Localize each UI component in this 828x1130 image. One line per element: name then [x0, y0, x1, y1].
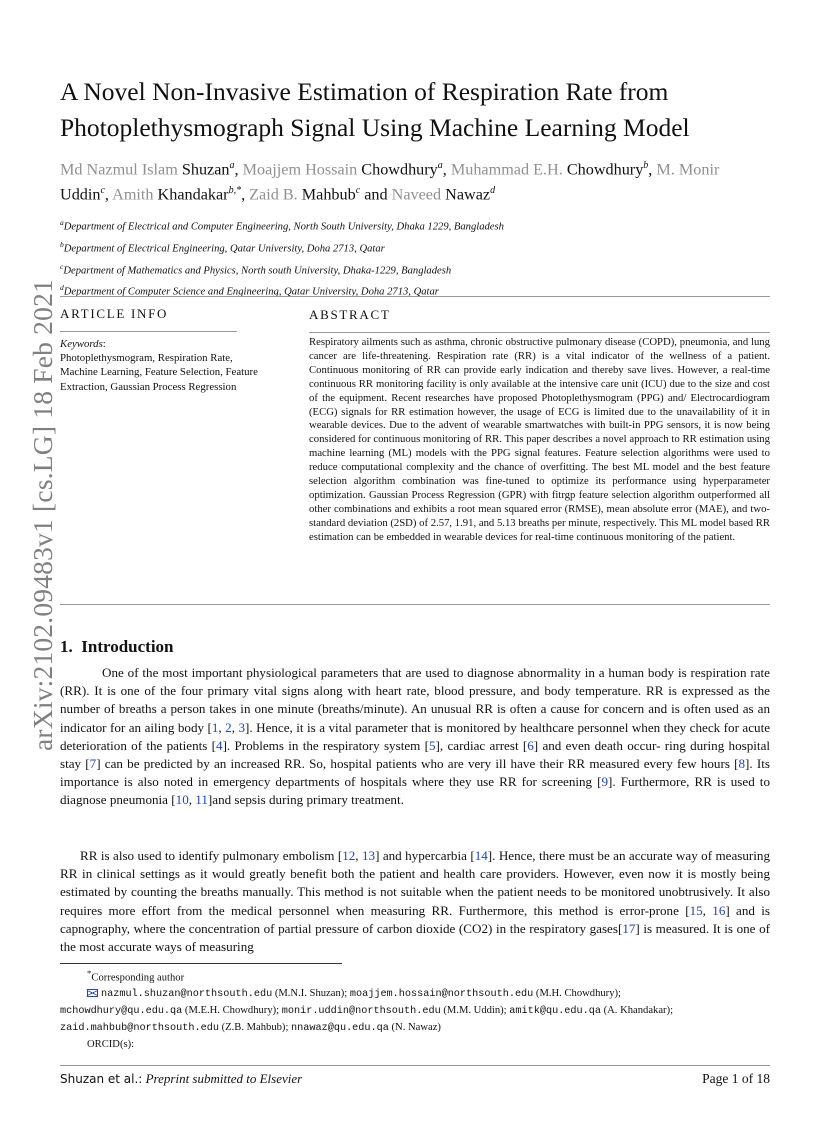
- citation-link[interactable]: 9: [601, 774, 609, 790]
- author-affiliation-mark: d: [490, 185, 496, 197]
- citation-link[interactable]: 5: [428, 737, 436, 753]
- affiliation-mark: b: [60, 239, 64, 249]
- author-given-name: Zaid B.: [249, 185, 302, 204]
- keyword: Photoplethysmogram: [60, 352, 153, 365]
- keyword: Feature Selection: [144, 366, 221, 379]
- intro-paragraph-2: RR is also used to identify pulmonary embolism [12, 13] and hypercarbia [14]. Hence, there must be an accurate way of measuring RR in clinical settings as it would greatly benefit both the patient and health care providers. However, even now it is mostly being estimated by counting the breaths manually. This method is not suitable when the patient needs to be monitored unobtrusively. It also requires more effort from the medical personnel when measuring RR. Furthermore, this method is error-prone [15, 16] and is capnography, where the concentration of partial pressure of carbon dioxide (CO2) in the respiratory gases[17] is measured. It is one of the most accurate ways of measuring: [60, 848, 771, 955]
- citation-link[interactable]: 6: [527, 737, 534, 753]
- running-footer: [60, 1071, 302, 1087]
- author-given-name: Muhammad E.H.: [450, 160, 567, 179]
- citation-link[interactable]: 16: [712, 902, 726, 918]
- affiliation-line: [60, 258, 770, 280]
- article-info-rule: [60, 331, 237, 332]
- page-number: Page 1 of 18: [702, 1071, 770, 1086]
- author-affiliation-mark: a: [229, 160, 235, 171]
- citation-link[interactable]: 2: [225, 719, 232, 735]
- citation-link[interactable]: 4: [216, 737, 223, 753]
- corresponding-label: Corresponding author: [91, 972, 185, 984]
- author-surname: Uddin: [60, 185, 101, 204]
- affiliation-mark: d: [60, 283, 64, 293]
- author-surname: Shuzan: [181, 160, 230, 179]
- abstract-text: Respiratory ailments such as asthma, chronic obstructive pulmonary disease (COPD), pneumonia, and lung cancer are life-threatening. Respiration rate (RR) is a vital indicator of the wellness of a patient. Continuous monitoring of RR can provide early indication and thereby save lives. However, a real-time continuous RR monitoring facility is only available at the intensive care unit (ICU) due to the size and cost of the equipment. Recent researches have proposed Photoplethysmogram (PPG) and/ Electrocardiogram (ECG) signals for RR estimation however, the usage of ECG is limited due to the unavailability of it in wearable devices. Due to the advent of wearable smartwatches with built-in PPG sensors, it is now being considered for continuous monitoring of RR. This paper describes a novel approach to RR estimation using machine learning (ML) models with the PPG signal features. Feature selection algorithms were used to reduce computational complexity and the chance of overfitting. The best ML model and the best feature selection algorithm combination was fine-tuned to optimize its performance using hyperparameter optimization. Gaussian Process Regression (GPR) with fitrgp feature selection algorithm outperformed all other combinations and exhibits a root mean squared error (RMSE), mean absolute error (MAE), and two-standard deviation (2SD) of 2.57, 1.91, and 5.13 breaths per minute, respectively. This ML model based RR estimation can be embedded in wearable devices for real-time continuous monitoring of the patient.: [309, 336, 770, 543]
- affiliation-text: Department of Mathematics and Physics, North south University, Dhaka-1229, Bangladesh: [63, 265, 452, 277]
- author-surname: Chowdhury: [566, 160, 644, 179]
- citation-link[interactable]: 10: [175, 792, 189, 808]
- citation-link[interactable]: 17: [622, 920, 636, 936]
- footer-divider: [60, 1065, 770, 1066]
- author-affiliation-mark: b,*: [228, 185, 242, 197]
- author-surname: Nawaz: [445, 185, 491, 204]
- author-given-name: Naveed: [391, 185, 446, 204]
- affiliation-text: Department of Electrical and Computer Engineering, North South University, Dhaka 1229, Bangladesh: [63, 221, 504, 233]
- keyword: Gaussian Process Regression: [110, 380, 237, 393]
- section-number: 1.: [60, 637, 73, 656]
- author-surname: Mahbub: [301, 185, 356, 204]
- email-address[interactable]: mchowdhury@qu.edu.qa: [60, 1006, 183, 1018]
- email-owner: (M.E.H. Chowdhury);: [182, 1005, 282, 1017]
- citation-link[interactable]: 14: [474, 848, 488, 863]
- keywords-list: Photoplethysmogram, Respiration Rate, Machine Learning, Feature Selection, Feature Extraction, Gaussian Process Regression: [60, 352, 258, 393]
- email-owner: (M.H. Chowdhury);: [533, 988, 621, 1000]
- affiliation-line: [60, 236, 770, 258]
- email-address[interactable]: monir.uddin@northsouth.edu: [281, 1006, 441, 1018]
- email-owner: (M.N.I. Shuzan);: [272, 988, 350, 1000]
- author-given-name: Amith: [112, 185, 158, 204]
- arxiv-stamp: [20, 250, 65, 780]
- email-line: [60, 1020, 770, 1037]
- abstract-divider: [60, 604, 770, 605]
- footnotes: [60, 966, 770, 1053]
- citation-link[interactable]: 11: [195, 792, 208, 808]
- author-given-name: Md Nazmul Islam: [60, 160, 182, 179]
- author-affiliation-mark: c: [355, 185, 361, 197]
- affiliation-list: [60, 214, 770, 301]
- citation-link[interactable]: 8: [738, 756, 746, 772]
- corresponding-author-note: [60, 966, 770, 986]
- affiliation-line: [60, 279, 770, 301]
- email-owner: (A. Khandakar);: [600, 1005, 674, 1017]
- author-affiliation-mark: a: [437, 160, 443, 171]
- keyword: Machine Learning: [60, 366, 140, 379]
- paper-title: A Novel Non-Invasive Estimation of Respiration Rate from Photoplethysmograph Signal Using Machine Learning Model: [60, 77, 690, 142]
- citation-link[interactable]: 7: [89, 756, 97, 772]
- corresponding-mark: *: [87, 968, 92, 978]
- citation-link[interactable]: 15: [689, 902, 703, 918]
- author-given-name: M. Monir: [656, 160, 720, 179]
- author-affiliation-mark: b: [643, 160, 649, 171]
- article-info-heading: ARTICLE INFO: [60, 306, 169, 321]
- email-owner: (N. Nawaz): [388, 1021, 441, 1033]
- citation-link[interactable]: 13: [361, 848, 376, 863]
- author-list: Md Nazmul Islam Shuzan$^a$, Moajjem Hossain Chowdhury$^a$, Muhammad E.H. Chowdhury$^b$, M. Monir Uddin$^c$, Amith Khandakar$^{b,*}$, Zaid B. Mahbub$^c$ and Naveed Nawaz$^d$: [60, 160, 720, 204]
- email-owner: (Z.B. Mahbub);: [218, 1021, 292, 1033]
- keyword: Respiration Rate: [157, 352, 231, 365]
- abstract-heading: ABSTRACT: [309, 307, 391, 322]
- affiliation-mark: a: [60, 218, 64, 227]
- orcid-label: ORCID(s):: [87, 1038, 135, 1050]
- author-surname: Chowdhury: [361, 160, 438, 179]
- email-address[interactable]: nnawaz@qu.edu.qa: [291, 1022, 389, 1034]
- email-address[interactable]: nazmul.shuzan@northsouth.edu: [101, 989, 273, 1001]
- affiliation-line: [60, 214, 770, 236]
- header-divider: [60, 296, 770, 297]
- footer-journal: Preprint submitted to Elsevier: [145, 1071, 303, 1086]
- author-affiliation-mark: c: [100, 185, 105, 197]
- email-address[interactable]: amitk@qu.edu.qa: [509, 1006, 601, 1018]
- abstract-rule: [309, 332, 770, 333]
- citation-link[interactable]: 12: [342, 848, 356, 863]
- email-address[interactable]: moajjem.hossain@northsouth.edu: [349, 989, 534, 1001]
- email-line: [60, 986, 770, 1003]
- keywords-block: Keywords: Photoplethysmogram, Respiration Rate, Machine Learning, Feature Selection, Feature Extraction, Gaussian Process Regression: [60, 338, 258, 393]
- email-list: [60, 986, 770, 1036]
- intro-paragraph-1: One of the most important physiological parameters that are used to diagnose abnormality in a human body is respiration rate (RR). It is one of the four primary vital signs along with heart rate, blood pressure, and body temperature. RR is expressed as the number of breaths a person takes in one minute (breaths/minute). An unusual RR is often a cause for concern and is often used as an indicator for an ailing body [1, 2, 3]. Hence, it is a vital parameter that is monitored by healthcare personnel when they check for acute deterioration of the patients [4]. Problems in the respiratory system [5], cardiac arrest [6] and even death occur- ring during hospital stay [7] can be predicted by an increased RR. So, hospital patients who are very ill have their RR measured every few hours [8]. Its importance is also noted in emergency departments of hospitals where they use RR for screening [9]. Furthermore, RR is used to diagnose pneumonia [10, 11]and sepsis during primary treatment.: [60, 665, 771, 808]
- affiliation-mark: c: [60, 261, 64, 271]
- citation-link[interactable]: 1: [211, 719, 219, 735]
- footer-author: Shuzan et al.:: [60, 1072, 143, 1086]
- author-surname: Khandakar: [157, 185, 229, 204]
- author-given-name: Moajjem Hossain: [242, 160, 362, 179]
- keyword: Feature Extraction: [60, 366, 258, 393]
- mail-icon: [87, 989, 98, 997]
- email-owner: (M.M. Uddin);: [440, 1005, 510, 1017]
- affiliation-text: Department of Electrical Engineering, Qatar University, Doha 2713, Qatar: [63, 243, 385, 255]
- arxiv-stamp-text: arXiv:2102.09483v1 [cs.LG] 18 Feb 2021: [26, 279, 58, 751]
- section-heading: [60, 637, 174, 657]
- keywords-label: Keywords: [60, 338, 103, 350]
- email-line: [60, 1003, 770, 1020]
- section-title: Introduction: [81, 637, 174, 656]
- footnote-rule: [60, 963, 342, 964]
- email-address[interactable]: zaid.mahbub@northsouth.edu: [60, 1022, 219, 1034]
- affiliation-text: Department of Computer Science and Engineering, Qatar University, Doha 2713, Qatar: [63, 287, 439, 299]
- citation-link[interactable]: 3: [238, 719, 246, 735]
